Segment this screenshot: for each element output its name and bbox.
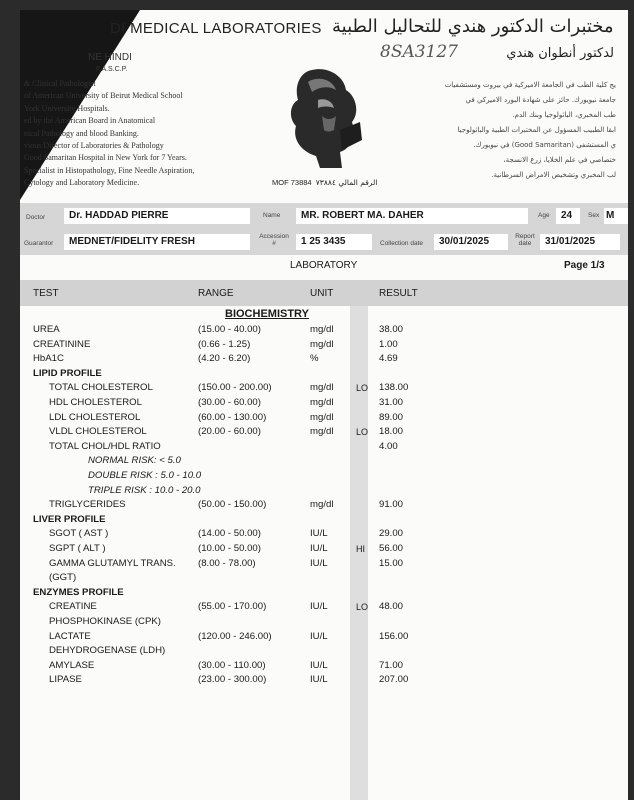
test-name: CREATININE — [33, 338, 91, 350]
age-label: Age — [538, 212, 550, 219]
test-unit: IU/L — [310, 557, 328, 569]
credential-line-arabic: يج كلية الطب في الجامعة الاميركية في بيروت ومستشفيات — [444, 81, 616, 89]
test-result: 89.00 — [379, 411, 404, 423]
test-unit: IU/L — [310, 543, 328, 554]
test-result: 91.00 — [379, 499, 404, 511]
report-date-field: 31/01/2025 — [540, 234, 620, 250]
test-unit: % — [310, 353, 319, 365]
accession-label — [256, 233, 292, 247]
lab-report-page — [20, 10, 628, 800]
accession-label-line1: Accession — [259, 233, 289, 240]
test-result: 56.00 — [379, 543, 404, 554]
test-unit: mg/dl — [310, 499, 334, 511]
test-range: (8.00 - 78.00) — [198, 557, 256, 569]
test-name: (GGT) — [49, 572, 77, 584]
results-table-header — [20, 280, 628, 306]
test-result: 1.00 — [379, 338, 398, 350]
test-result: 4.00 — [379, 440, 398, 452]
test-result: 156.00 — [379, 630, 409, 642]
doctor-name: NE HINDI — [88, 52, 132, 63]
test-result: 15.00 — [379, 557, 404, 569]
section-title: ENZYMES PROFILE — [33, 586, 124, 598]
credentials-english — [24, 78, 284, 190]
test-result: 138.00 — [379, 382, 409, 394]
founder-portrait — [282, 60, 364, 168]
patient-name-field: MR. ROBERT MA. DAHER — [296, 208, 528, 224]
credentials-arabic — [416, 78, 616, 183]
test-unit: mg/dl — [310, 411, 334, 423]
test-name: TOTAL CHOLESTEROL — [49, 382, 153, 394]
test-result: 71.00 — [379, 659, 404, 671]
credential-line-arabic: ختصاصي في علم الخلايا، زرع الانسجة، — [503, 156, 616, 164]
test-name: LIPASE — [49, 674, 82, 686]
test-unit: mg/dl — [310, 382, 334, 394]
lab-name-arabic: مختبرات الدكتور هندي للتحاليل الطبية — [332, 16, 614, 37]
test-range: (30.00 - 60.00) — [198, 397, 261, 408]
test-unit: mg/dl — [310, 397, 334, 408]
test-range: (150.00 - 200.00) — [198, 382, 272, 394]
test-range: (15.00 - 40.00) — [198, 324, 261, 335]
risk-text: TRIPLE RISK : 10.0 - 20.0 — [88, 484, 201, 496]
test-range: (55.00 - 170.00) — [198, 601, 267, 613]
risk-text: DOUBLE RISK : 5.0 - 10.0 — [88, 470, 202, 481]
credential-line: & Clinical Pathologist — [24, 79, 96, 88]
test-name: AMYLASE — [49, 659, 95, 671]
name-label: Name — [263, 212, 281, 219]
credential-line-arabic: ي المستشفى (Good Samaritan) في نيويورك. — [473, 141, 616, 149]
page-number: Page 1/3 — [564, 260, 605, 271]
handwritten-code: 8SA3127 — [380, 42, 459, 62]
test-unit: mg/dl — [310, 426, 334, 438]
credential-line-arabic: طب المخبري، الباثولوجيا وبنك الدم. — [512, 111, 616, 119]
test-name: LDL CHOLESTEROL — [49, 411, 141, 423]
test-result: 29.00 — [379, 528, 404, 540]
result-flag: HI — [356, 544, 365, 554]
test-unit: IU/L — [310, 630, 328, 642]
guarantor-field: MEDNET/FIDELITY FRESH — [64, 234, 250, 250]
col-test: TEST — [33, 288, 59, 299]
section-title: LIVER PROFILE — [33, 513, 106, 525]
credential-line: vious Director of Laboratories & Pathology — [24, 141, 164, 151]
credential-line-arabic: ابقا الطبيب المسؤول عن المختبرات الطبية والباثولوجيا — [457, 126, 616, 134]
credential-line: ed by the American Board in Anatomical — [24, 116, 156, 126]
test-name: GAMMA GLUTAMYL TRANS. — [49, 557, 176, 569]
doctor-label: Doctor — [26, 214, 46, 221]
sex-label: Sex — [588, 212, 600, 219]
test-unit: IU/L — [310, 659, 328, 671]
test-unit: IU/L — [310, 528, 328, 540]
test-unit: mg/dl — [310, 324, 334, 335]
report-date-label-line1: Report — [515, 233, 535, 240]
test-name: LACTATE — [49, 630, 91, 642]
risk-text: NORMAL RISK: < 5.0 — [88, 455, 181, 467]
test-unit: IU/L — [310, 601, 328, 613]
credential-line: Specialist in Histopathology, Fine Needle Aspiration, — [24, 165, 195, 175]
test-name: PHOSPHOKINASE (CPK) — [49, 616, 161, 627]
test-range: (23.00 - 300.00) — [198, 674, 267, 686]
credential-line: Good Samaritan Hospital in New York for 7 Years. — [24, 153, 187, 163]
lab-name: DI MEDICAL LABORATORIES — [110, 20, 322, 37]
doctor-name-arabic: لدكتور أنطوان هندي — [506, 46, 614, 61]
sex-field: M — [604, 208, 628, 224]
test-range: (20.00 - 60.00) — [198, 426, 261, 438]
mof-arabic: الرقم المالي ٧٣٨٨٤ — [315, 178, 378, 187]
test-range: (120.00 - 246.00) — [198, 630, 272, 642]
test-name: SGPT ( ALT ) — [49, 543, 106, 554]
test-result: 31.00 — [379, 397, 404, 408]
doctor-field: Dr. HADDAD PIERRE — [64, 208, 250, 224]
test-name: TRIGLYCERIDES — [49, 499, 126, 511]
doctor-title: F.A.S.C.P. — [96, 66, 128, 73]
credential-line: Cytology and Laboratory Medicine. — [24, 178, 140, 188]
test-range: (4.20 - 6.20) — [198, 353, 251, 365]
test-range: (0.66 - 1.25) — [198, 338, 251, 350]
credential-line-arabic: جامعة نيويورك. حائز على شهادة البورد الاميركي في — [465, 96, 616, 104]
patient-info-panel — [20, 203, 628, 255]
test-result: 18.00 — [379, 426, 404, 438]
test-result: 207.00 — [379, 674, 409, 686]
section-title: LIPID PROFILE — [33, 367, 102, 379]
test-name: HDL CHOLESTEROL — [49, 397, 142, 408]
report-date-label — [512, 233, 538, 247]
test-name: SGOT ( AST ) — [49, 528, 109, 540]
collection-date-label: Collection date — [380, 240, 423, 247]
credential-line: York University Hospitals. — [24, 103, 110, 113]
accession-label-line2: # — [272, 240, 276, 247]
test-name: DEHYDROGENASE (LDH) — [49, 645, 166, 657]
test-result: 4.69 — [379, 353, 398, 365]
test-range: (14.00 - 50.00) — [198, 528, 261, 540]
accession-field: 1 25 3435 — [296, 234, 372, 250]
test-name: HbA1C — [33, 353, 64, 365]
report-date-label-line2: date — [518, 240, 532, 247]
age-field: 24 — [556, 208, 580, 224]
test-result: 48.00 — [379, 601, 404, 613]
section-title: LABORATORY — [290, 260, 358, 271]
guarantor-label: Guarantor — [24, 240, 54, 247]
test-name: VLDL CHOLESTEROL — [49, 426, 147, 438]
test-range: (10.00 - 50.00) — [198, 543, 261, 554]
test-name: UREA — [33, 324, 60, 335]
test-unit: mg/dl — [310, 338, 334, 350]
collection-date-field: 30/01/2025 — [434, 234, 508, 250]
result-flag: LO — [356, 383, 369, 394]
test-range: (60.00 - 130.00) — [198, 411, 267, 423]
category-title: BIOCHEMISTRY — [225, 308, 309, 320]
test-result: 38.00 — [379, 324, 404, 335]
test-name: CREATINE — [49, 601, 97, 613]
mof-number — [272, 178, 377, 187]
col-result: RESULT — [379, 288, 418, 299]
credential-line: of American University of Beirut Medical School — [24, 91, 183, 101]
credential-line: nical Pathology and blood Banking. — [24, 128, 139, 138]
col-range: RANGE — [198, 288, 234, 299]
mof-label: MOF 73884 — [272, 178, 312, 187]
credential-line-arabic: لب المخبري وتشخيص الامراض السرطانية. — [491, 171, 616, 179]
col-unit: UNIT — [310, 288, 334, 299]
result-flag: LO — [356, 427, 369, 438]
result-flag: LO — [356, 602, 369, 613]
test-range: (30.00 - 110.00) — [198, 659, 266, 671]
test-range: (50.00 - 150.00) — [198, 499, 267, 511]
test-unit: IU/L — [310, 674, 328, 686]
test-name: TOTAL CHOL/HDL RATIO — [49, 440, 161, 452]
